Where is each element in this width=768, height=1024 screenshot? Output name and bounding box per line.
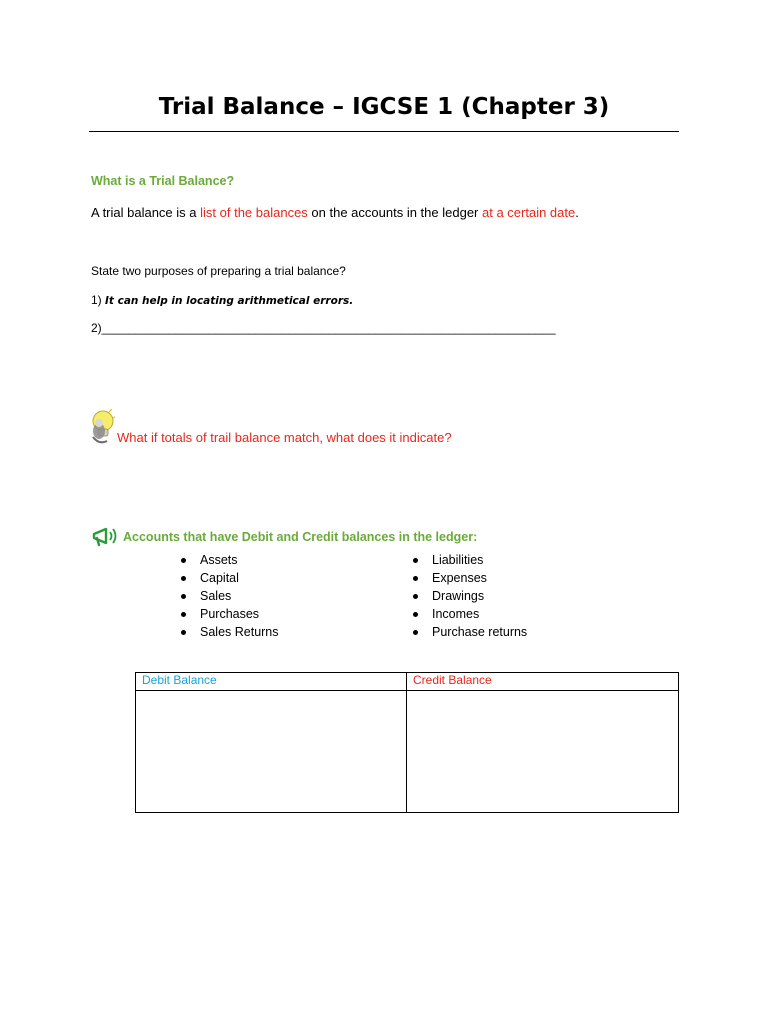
definition-highlight-1: list of the balances [200, 205, 308, 220]
list-item: Sales [177, 587, 279, 605]
accounts-heading: Accounts that have Debit and Credit balances in the ledger: [123, 530, 478, 544]
list-item: Drawings [409, 587, 527, 605]
definition-paragraph [91, 205, 579, 220]
debit-accounts-list [177, 551, 279, 641]
list-item: Liabilities [409, 551, 527, 569]
credit-balance-header: Credit Balance [407, 673, 679, 691]
list-item: Assets [177, 551, 279, 569]
credit-accounts-list [409, 551, 527, 641]
purpose-item-1-answer: It can help in locating arithmetical errors. [105, 295, 354, 307]
title-divider [89, 131, 679, 132]
table-header-row [136, 673, 679, 691]
list-item: Capital [177, 569, 279, 587]
list-item: Incomes [409, 605, 527, 623]
list-item: Purchase returns [409, 623, 527, 641]
definition-part-1: A trial balance is a [91, 205, 201, 220]
megaphone-icon [91, 525, 121, 547]
table-row [136, 691, 679, 813]
definition-part-2: on the accounts in the ledger [307, 205, 482, 220]
list-item: Expenses [409, 569, 527, 587]
purpose-item-1-number: 1) [91, 293, 106, 307]
definition-part-3: . [575, 205, 579, 220]
purposes-question: State two purposes of preparing a trial balance? [91, 264, 346, 278]
list-item: Purchases [177, 605, 279, 623]
purpose-item-1 [91, 293, 353, 307]
list-item: Sales Returns [177, 623, 279, 641]
credit-balance-cell[interactable] [407, 691, 679, 813]
balance-table [135, 672, 679, 813]
lightbulb-thinker-icon [89, 409, 115, 445]
totals-question: What if totals of trail balance match, what does it indicate? [117, 430, 452, 445]
purpose-item-2-blank: 2)____________________________________________________________________ [91, 321, 556, 335]
definition-highlight-2: at a certain date [482, 205, 576, 220]
debit-balance-header: Debit Balance [136, 673, 407, 691]
section-heading-what-is: What is a Trial Balance? [91, 174, 235, 188]
page-title: Trial Balance – IGCSE 1 (Chapter 3) [158, 94, 610, 120]
debit-balance-cell[interactable] [136, 691, 407, 813]
